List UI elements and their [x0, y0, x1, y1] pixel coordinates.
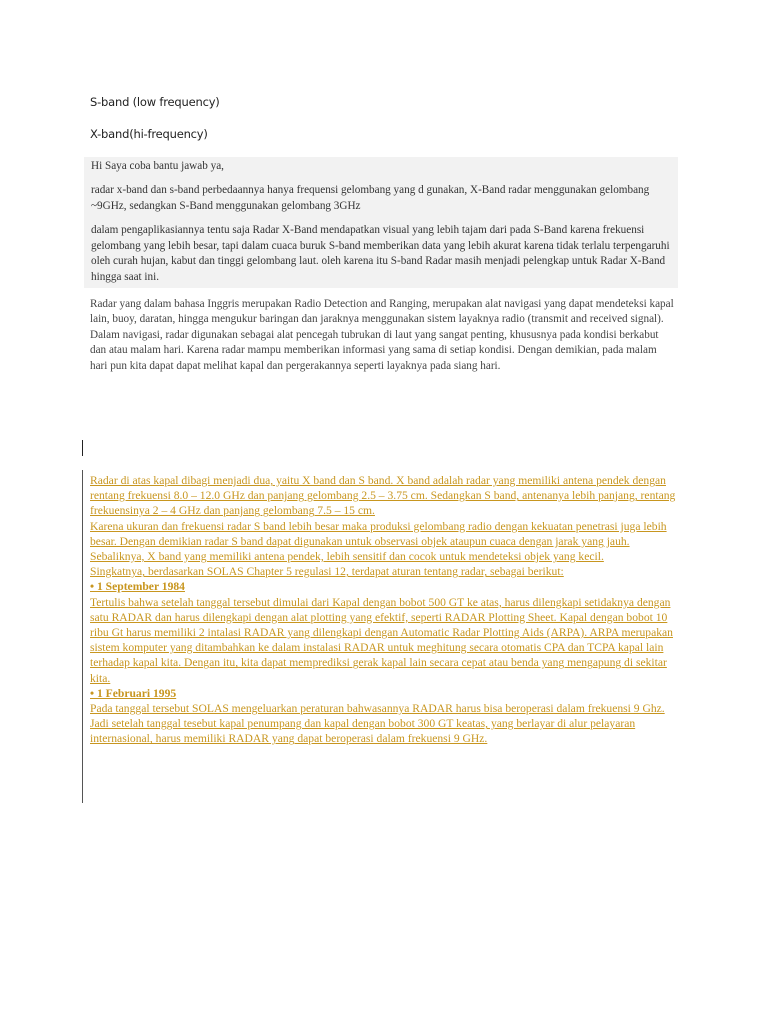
tracked-change-bar [82, 470, 83, 803]
inserted-paragraph[interactable]: Radar di atas kapal dibagi menjadi dua, yaitu X band dan S band. X band adalah radar yang memiliki antena pendek dengan rentang frekuensi 8.0 – 12.0 GHz dan panjang gelombang 2.5 – 3.75 cm. Sedangkan S band, antenanya lebih panjang, rentang frekuensinya 2 – 4 GHz dan panjang gelombang 7.5 – 15 cm. [90, 474, 676, 518]
body-paragraph: Radar yang dalam bahasa Inggris merupakan Radio Detection and Ranging, merupakan alat navigasi yang dapat mendeteksi kapal lain, buoy, daratan, hingga mengukur baringan dan jaraknya menggunakan sistem layaknya radio (transmit and received signal). [90, 298, 674, 326]
inserted-paragraph[interactable]: Pada tanggal tersebut SOLAS mengeluarkan peraturan bahwasannya RADAR harus bisa beroperasi dalam frekuensi 9 Ghz. Jadi setelah tanggal tesebut kapal penumpang dan kapal dengan bobot 300 GT keatas, yang berlayar di alur pelayaran internasional, harus memiliki RADAR yang dapat beroperasi dalam frekuensi 9 GHz. [90, 702, 665, 746]
inserted-paragraph[interactable]: Singkatnya, berdasarkan SOLAS Chapter 5 regulasi 12, terdapat aturan tentang radar, sebagai berikut: [90, 565, 564, 579]
inserted-paragraph[interactable]: Tertulis bahwa setelah tanggal tersebut dimulai dari Kapal dengan bobot 500 GT ke atas, harus dilengkapi setidaknya dengan satu RADAR dan harus dilengkapi dengan alat plotting yang efektif, seperti RADAR Plotting Sheet. Kapal dengan bobot 10 ribu Gt harus memiliki 2 intalasi RADAR yang dilengkapi dengan Automatic Radar Plotting Aids (ARPA). ARPA merupakan sistem komputer yang ditambahkan ke dalam instalasi RADAR untuk meghitung secara otomatis CPA dan TCPA kapal lain terhadap kapal kita. Dengan itu, kita dapat memprediksi gerak kapal lain secara cepat atau benda yang mengapung di sekitar kita. [90, 595, 673, 685]
tracked-changes-section[interactable] [90, 473, 680, 747]
answer-greeting: Hi Saya coba bantu jawab ya, [91, 160, 224, 172]
text-cursor [82, 440, 83, 456]
answer-paragraph: dalam pengaplikasiannya tentu saja Radar X-Band mendapatkan visual yang lebih tajam dari pada S-Band karena frekuensi gelombang yang lebih besar, tapi dalam cuaca buruk S-band memberikan data yang lebih akurat karena tidak terlalu terpengaruhi oleh curah hujan, kabut dan tinggi gelombang laut. oleh karena itu S-band Radar masih menjadi pelengkap untuk Radar X-Band hingga saat ini. [91, 224, 670, 283]
sband-heading: S-band (low frequency) [90, 95, 220, 109]
xband-heading: X-band(hi-frequency) [90, 127, 208, 141]
body-paragraph: Dalam navigasi, radar digunakan sebagai alat pencegah tubrukan di laut yang sangat penting, khususnya pada kondisi berkabut dan atau malam hari. Karena radar mampu memberikan informasi yang sama di setiap kondisi. Dengan demikian, pada malam hari pun kita dapat dapat melihat kapal dan pergerakannya seperti layaknya pada siang hari. [90, 328, 659, 372]
answer-box [84, 157, 678, 288]
answer-paragraph: radar x-band dan s-band perbedaannya hanya frequensi gelombang yang d gunakan, X-Band radar menggunakan gelombang ~9GHz, sedangkan S-Band menggunakan gelombang 3GHz [91, 184, 650, 212]
inserted-paragraph[interactable]: Karena ukuran dan frekuensi radar S band lebih besar maka produksi gelombang radio dengan kekuatan penetrasi juga lebih besar. Dengan demikian radar S band dapat digunakan untuk observasi objek ataupun cuaca dengan jarak yang jauh. Sebaliknya, X band yang memiliki antena pendek, lebih sensitif dan cocok untuk mendeteksi objek yang kecil. [90, 519, 667, 564]
inserted-date-heading[interactable]: • 1 Februari 1995 [90, 686, 177, 700]
body-text [90, 297, 676, 374]
inserted-date-heading[interactable]: • 1 September 1984 [90, 580, 185, 594]
